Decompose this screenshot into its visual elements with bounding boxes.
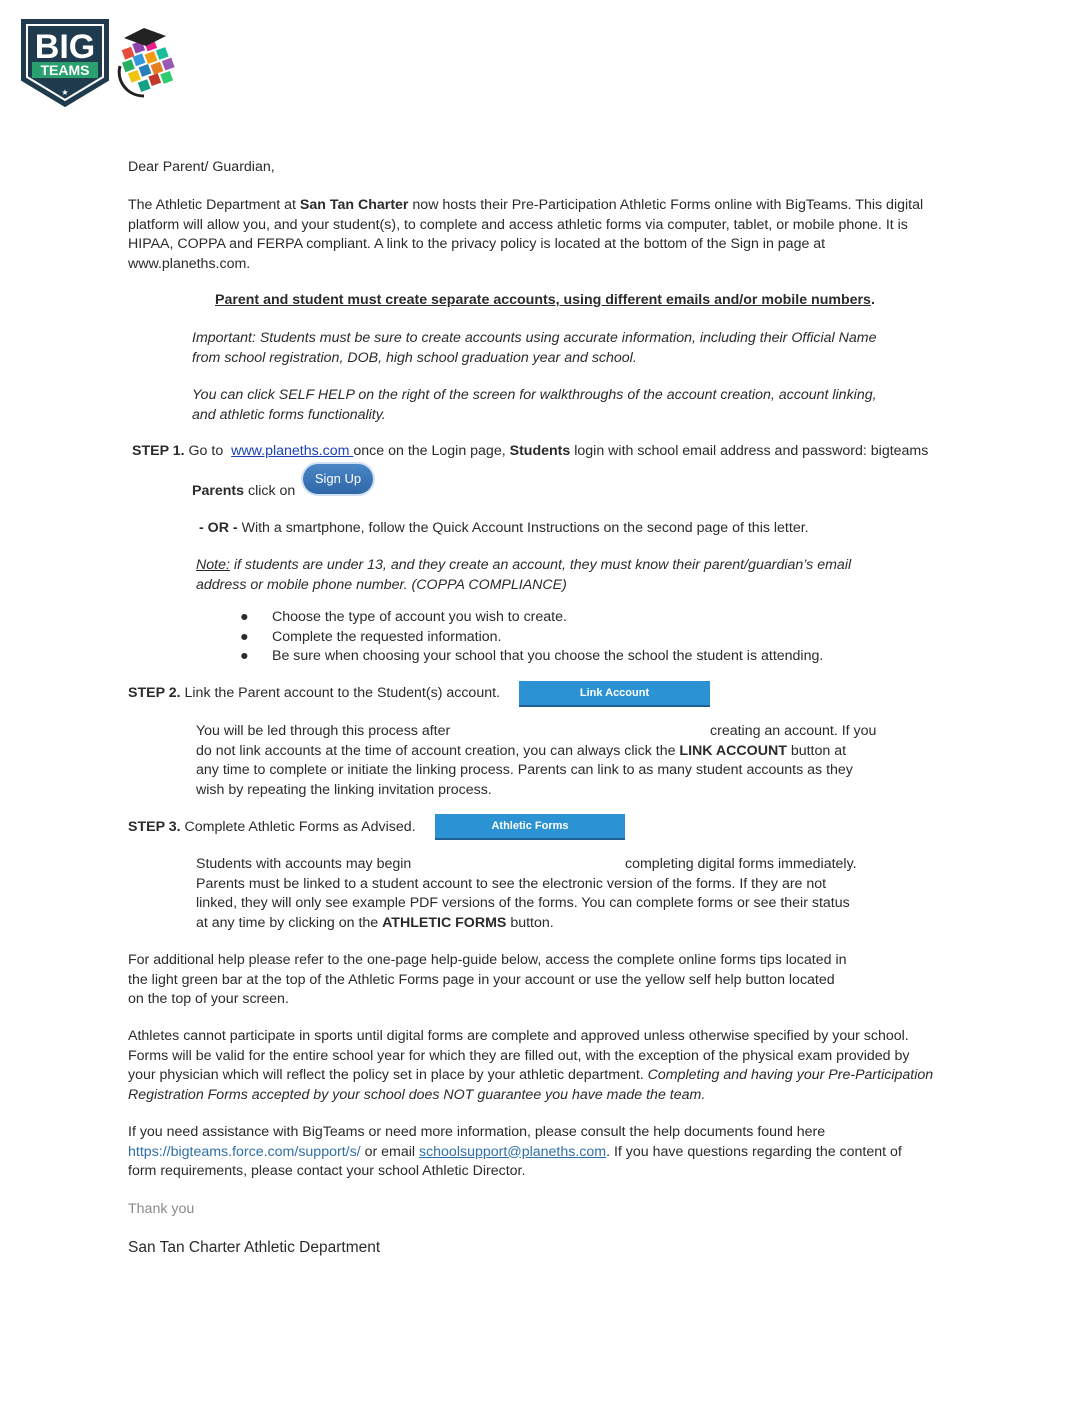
parents-line: Parents click on bbox=[192, 483, 296, 499]
support-email-link[interactable]: schoolsupport@planeths.com bbox=[418, 1143, 607, 1160]
list-item: ● Be sure when choosing your school that you choose the school the student is attending. bbox=[240, 648, 824, 664]
step3-body: Students with accounts may begin completing digital forms immediately. Parents must be linked to a student account to see the electronic version of the forms. If they are not linked, they will only see example PDF versions of the forms. You can complete forms or see their status at any time by clicking on the ATHLETIC FORMS button. bbox=[196, 856, 857, 931]
intro-paragraph: The Athletic Department at San Tan Charter now hosts their Pre-Participation Athletic Forms online with BigTeams. This digital platform will allow you, and your student(s), to complete and access athletic forms via computer, tablet, or mobile phone. It is HIPAA, COPPA and FERPA compliant. A link to the privacy policy is located at the bottom of the Sign in page at www.planeths.com. bbox=[128, 197, 924, 272]
signoff: San Tan Charter Athletic Department bbox=[128, 1239, 381, 1256]
separate-accounts-notice: Parent and student must create separate accounts, using different emails and/or mobile numbers. bbox=[215, 292, 875, 308]
logo-teams-text: TEAMS bbox=[40, 62, 90, 78]
coppa-note: Note: if students are under 13, and they create an account, they must know their parent/guardian’s email address or mobile phone number. (COPPA COMPLIANCE) bbox=[196, 557, 852, 593]
list-item: ● Choose the type of account you wish to create. bbox=[240, 609, 567, 625]
sign-up-button[interactable]: Sign Up bbox=[303, 464, 373, 494]
assistance-paragraph: If you need assistance with BigTeams or need more information, please consult the help documents found here https://bigteams.force.com/support/s/ or email schoolsupport@planeths.com. If you have questions regarding the content of form requirements, please contact your school Athletic Director. bbox=[128, 1124, 902, 1179]
athletes-paragraph: Athletes cannot participate in sports until digital forms are complete and approved unless otherwise specified by your school. Forms will be valid for the entire school year for which they are filled out, with the exception of the physical exam provided by your physician which will reflect the policy set in place by your athletic department. Completing and having your Pre-Participation Registration Forms accepted by your school does NOT guarantee you have made the team. bbox=[128, 1028, 934, 1103]
step3-label: STEP 3. bbox=[128, 819, 181, 835]
svg-text:★: ★ bbox=[61, 88, 69, 97]
thank-you: Thank you bbox=[128, 1201, 195, 1217]
step2-body: You will be led through this process after creating an account. If you do not link accounts at the time of account creation, you can always click the LINK ACCOUNT button at any time to complete or initiate the linking process. Parents can link to as many student accounts as they wish by repeating the linking invitation process. bbox=[196, 723, 877, 798]
self-help-note: You can click SELF HELP on the right of the screen for walkthroughs of the account creation, account linking, and athletic forms functionality. bbox=[192, 387, 877, 423]
step2-line: STEP 2. Link the Parent account to the Student(s) account. bbox=[128, 685, 500, 701]
greeting: Dear Parent/ Guardian, bbox=[128, 159, 275, 175]
step1-bullets bbox=[240, 608, 823, 667]
step1-line: STEP 1. Go to www.planeths.com once on the Login page, Students login with school email address and password: bigteams bbox=[132, 443, 929, 459]
or-line: - OR - With a smartphone, follow the Quick Account Instructions on the second page of this letter. bbox=[199, 520, 809, 536]
support-link[interactable]: https://bigteams.force.com/support/s/ bbox=[128, 1143, 361, 1160]
logo-big-text: BIG bbox=[34, 28, 96, 66]
help-paragraph: For additional help please refer to the one-page help-guide below, access the complete online forms tips located in the light green bar at the top of the Athletic Forms page in your account or use the yellow self help button located on the top of your screen. bbox=[128, 952, 847, 1007]
step3-line: STEP 3. Complete Athletic Forms as Advised. bbox=[128, 819, 416, 835]
list-item: ● Complete the requested information. bbox=[240, 628, 502, 645]
globe-logo bbox=[114, 26, 182, 98]
link-account-button[interactable]: Link Account bbox=[519, 681, 710, 707]
athletic-forms-button[interactable]: Athletic Forms bbox=[435, 814, 625, 840]
step1-label: STEP 1. bbox=[132, 443, 185, 459]
bigteams-logo bbox=[20, 18, 110, 108]
school-name: San Tan Charter bbox=[299, 197, 409, 213]
planeths-link[interactable]: www.planeths.com bbox=[231, 443, 354, 459]
important-note: Important: Students must be sure to create accounts using accurate information, including their Official Name from school registration, DOB, high school graduation year and school. bbox=[192, 330, 877, 366]
step2-label: STEP 2. bbox=[128, 685, 181, 701]
